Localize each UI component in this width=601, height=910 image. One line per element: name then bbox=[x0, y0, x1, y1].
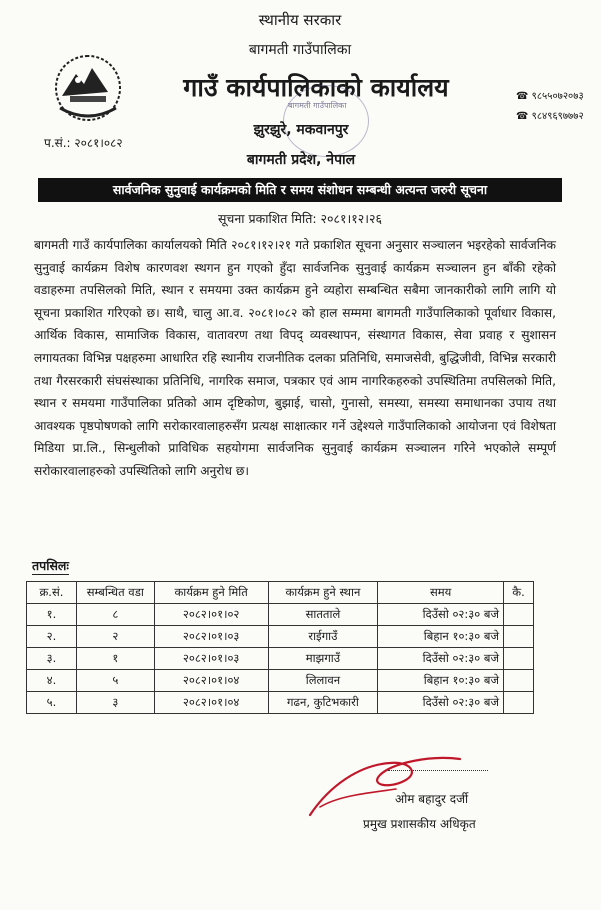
cell-remarks bbox=[504, 626, 534, 648]
cell-serial: ४. bbox=[27, 670, 77, 692]
table-row bbox=[27, 670, 534, 692]
signatory-name: ओम बहादुर दर्जी bbox=[395, 792, 469, 806]
cell-ward: १ bbox=[76, 648, 154, 670]
cell-time: बिहान १०:३० बजे bbox=[378, 626, 504, 648]
handwritten-signature bbox=[300, 745, 500, 825]
cell-venue: लिलावन bbox=[268, 670, 378, 692]
phone-icon: ☎ bbox=[516, 91, 529, 102]
cell-serial: १. bbox=[27, 604, 77, 626]
publication-date: सूचना प्रकाशित मिति: २०८१।१२।२६ bbox=[217, 211, 383, 226]
cell-time: दिउँसो ०२:३० बजे bbox=[378, 604, 504, 626]
cell-time: बिहान १०:३० बजे bbox=[378, 670, 504, 692]
header-venue: कार्यक्रम हुने स्थान bbox=[268, 582, 378, 604]
cell-date: २०८२।०१।०२ bbox=[154, 604, 268, 626]
cell-ward: ३ bbox=[76, 692, 154, 714]
cell-serial: २. bbox=[27, 626, 77, 648]
cell-remarks bbox=[504, 648, 534, 670]
cell-venue: राईगाउँ bbox=[268, 626, 378, 648]
cell-date: २०८२।०१।०४ bbox=[154, 692, 268, 714]
phone-number-1: ☎ ९८५५०७२०७३ bbox=[516, 91, 584, 102]
header-date: कार्यक्रम हुने मिति bbox=[154, 582, 268, 604]
schedule-header-row bbox=[27, 582, 534, 604]
government-line: स्थानीय सरकार bbox=[258, 11, 342, 29]
cell-serial: ३. bbox=[27, 648, 77, 670]
header-ward: सम्बन्धित वडा bbox=[76, 582, 154, 604]
notice-title-banner: सार्वजनिक सुनुवाई कार्यक्रमको मिति र समय संशोधन सम्बन्धी अत्यन्त जरुरी सूचना bbox=[38, 178, 562, 202]
office-location: झुरझुरे, मकवानपुर bbox=[253, 122, 349, 138]
province-name: बागमती प्रदेश, नेपाल bbox=[246, 152, 356, 168]
stamp-text: बागमती गाउँपालिका bbox=[288, 101, 347, 110]
header-remarks: कै. bbox=[504, 582, 534, 604]
table-row bbox=[27, 604, 534, 626]
signature-line bbox=[388, 770, 488, 771]
cell-remarks bbox=[504, 604, 534, 626]
phone-icon: ☎ bbox=[516, 111, 529, 122]
cell-remarks bbox=[504, 692, 534, 714]
notice-body: बागमती गाउँ कार्यपालिका कार्यालयको मिति २०८१।१२।२१ गते प्रकाशित सूचना अनुसार सञ्चालन भइरहेको सार्वजनिक सुनुवाई कार्यक्रम विशेष कारणवश स्थगन हुन गएको हुँदा सार्वजनिक सुनुवाई कार्यक्रम सञ्चालन हुन बाँकी रहेको वडाहरुमा तपसिलको मिति, स्थान र समयमा उक्त कार्यक्रम हुने व्यहोरा सम्बन्धित सबैमा जानकारीको लागि लागि यो सूचना प्रकाशित गरिएको छ। साथै, चालु आ.व. २०८१।०८२ को हाल सम्ममा बागमती गाउँपालिकाको पूर्वाधार विकास, आर्थिक विकास, सामाजिक विकास, वातावरण तथा विपद् व्यवस्थापन, संस्थागत विकास, सेवा प्रवाह र सुशासन लगायतका विभिन्न पक्षहरुमा आधारित रहि स्थानीय राजनीतिक दलका प्रतिनिधि, समाजसेवी, बुद्धिजीवी, विभिन्न सरकारी तथा गैरसरकारी संघसंस्थाका प्रतिनिधि, नागरिक समाज, पत्रकार एवं आम नागरिकहरुको उपस्थितिमा तपसिलको मिति, स्थान र समयमा गाउँपालिका प्रतिको आम दृष्टिकोण, बुझाई, चासो, गुनासो, समस्या, समस्या समाधानका उपाय तथा आवश्यक पृष्ठपोषणको लागि सरोकारवालाहरुसँग प्रत्यक्ष साक्षात्कार गर्ने उद्देश्यले गाउँपालिकाको आयोजना एवं विशेषता मिडिया प्रा.लि., सिन्धुलीको प्राविधिक सहयोगमा सार्वजनिक सुनुवाई कार्यक्रम सञ्चालन गरिने भएकोले सम्पूर्ण सरोकारवालाहरुको उपस्थितिको लागि अनुरोध छ। bbox=[34, 238, 556, 478]
cell-date: २०८२।०१।०३ bbox=[154, 648, 268, 670]
cell-serial: ५. bbox=[27, 692, 77, 714]
cell-remarks bbox=[504, 670, 534, 692]
cell-date: २०८२।०१।०४ bbox=[154, 670, 268, 692]
office-title: गाउँ कार्यपालिकाको कार्यालय bbox=[183, 73, 449, 102]
table-row bbox=[27, 626, 534, 648]
cell-date: २०८२।०१।०३ bbox=[154, 626, 268, 648]
reference-number: प.सं.: २०८१।०८२ bbox=[44, 136, 123, 150]
header-serial: क्र.सं. bbox=[27, 582, 77, 604]
cell-venue: माझगाउँ bbox=[268, 648, 378, 670]
header-time: समय bbox=[378, 582, 504, 604]
cell-venue: सातताले bbox=[268, 604, 378, 626]
schedule-table bbox=[26, 581, 534, 714]
municipality-name: बागमती गाउँपालिका bbox=[248, 42, 352, 58]
cell-ward: २ bbox=[76, 626, 154, 648]
cell-time: दिउँसो ०२:३० बजे bbox=[378, 648, 504, 670]
table-row bbox=[27, 692, 534, 714]
schedule-label: तपसिलः bbox=[32, 558, 69, 573]
cell-time: दिउँसो ०२:३० बजे bbox=[378, 692, 504, 714]
table-row bbox=[27, 648, 534, 670]
phone-number-2: ☎ ९८४९६९७७७२ bbox=[516, 111, 584, 122]
cell-venue: गढन, कुटिभकारी bbox=[268, 692, 378, 714]
nepal-emblem-logo bbox=[48, 52, 128, 126]
cell-ward: ८ bbox=[76, 604, 154, 626]
cell-ward: ५ bbox=[76, 670, 154, 692]
signatory-title: प्रमुख प्रशासकीय अधिकृत bbox=[363, 817, 476, 831]
